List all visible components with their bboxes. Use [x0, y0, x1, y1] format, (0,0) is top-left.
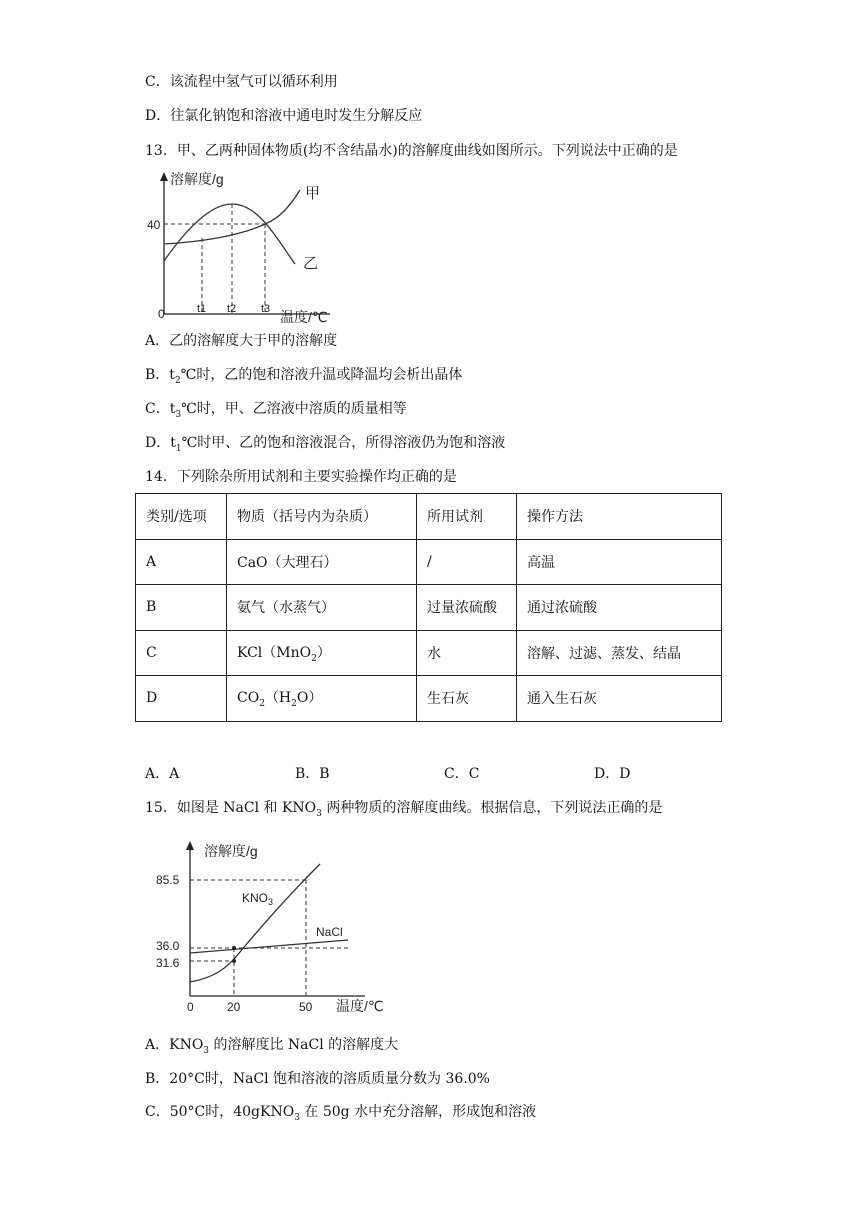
q13-solubility-graph — [140, 166, 340, 326]
q14-choice-a: A．A — [145, 766, 180, 782]
header-cell: 类别/选项 — [136, 494, 227, 540]
header-cell: 物质（括号内为杂质） — [227, 494, 417, 540]
q15-xlabel: 温度/℃ — [336, 998, 384, 1014]
table-cell: A — [136, 539, 227, 585]
q15-solubility-graph — [150, 836, 400, 1018]
table-row — [136, 585, 722, 631]
q13-ylabel: 溶解度/g — [170, 171, 224, 187]
q14-choice-d: D．D — [594, 766, 631, 782]
table-cell: 通过浓硫酸 — [517, 585, 722, 631]
q15-point-kno3-20 — [232, 959, 236, 963]
table-cell: / — [417, 539, 517, 585]
q13-label-jia: 甲 — [305, 185, 321, 202]
q13-xtick-t2: t2 — [227, 303, 237, 315]
q13-origin: 0 — [158, 307, 165, 321]
table-cell: $CO_2(H_2O)$ — [227, 676, 417, 722]
table-cell: CaO（大理石） — [227, 539, 417, 585]
q13-xlabel: 温度/℃ — [280, 309, 328, 325]
q15-xtick-50: 50 — [299, 1000, 313, 1014]
q13-xtick-t3: t3 — [261, 303, 271, 315]
table-cell: KCl（MnO$_2$） — [227, 630, 417, 676]
q15-ylabel: 溶解度/g — [204, 843, 258, 859]
table-cell: 通入生石灰 — [517, 676, 722, 722]
table-cell: 溶解、过滤、蒸发、结晶 — [517, 630, 722, 676]
q13-ytick-40: 40 — [147, 218, 161, 232]
q14-table — [135, 493, 722, 722]
table-cell: D — [136, 676, 227, 722]
q15-point-nacl-20 — [232, 946, 236, 950]
q12-option-d: D．往氯化钠饱和溶液中通电时发生分解反应 — [145, 108, 423, 124]
q14-stem: 14．下列除杂所用试剂和主要实验操作均正确的是 — [145, 469, 457, 485]
table-cell: 过量浓硫酸 — [417, 585, 517, 631]
q15-curve-nacl — [190, 940, 348, 953]
q13-curve-yi — [164, 204, 295, 264]
q15-label-kno3: $KNO_3$ — [242, 891, 274, 907]
q14-choice-b: B．B — [295, 766, 330, 782]
q13-option-b: B．$t_2℃$时，乙的饱和溶液升温或降温均会析出晶体 — [145, 367, 463, 386]
table-cell: B — [136, 585, 227, 631]
q15-ytick-31-6: 31.6 — [156, 956, 180, 970]
q15-xtick-20: 20 — [227, 1000, 241, 1014]
q15-xtick-0: 0 — [187, 1000, 194, 1014]
header-cell: 操作方法 — [517, 494, 722, 540]
q15-option-a: A．$KNO_3$ 的溶解度比 NaCl 的溶解度大 — [145, 1037, 399, 1056]
table-row — [136, 676, 722, 722]
q13-stem: 13．甲、乙两种固体物质(均不含结晶水)的溶解度曲线如图所示。下列说法中正确的是 — [145, 143, 678, 159]
q15-curve-kno3 — [190, 864, 320, 982]
table-header-row — [136, 494, 722, 540]
q12-option-c: C．该流程中氢气可以循环利用 — [145, 74, 338, 90]
table-cell: 生石灰 — [417, 676, 517, 722]
q15-label-nacl: NaCl — [316, 925, 343, 939]
q15-ytick-85-5: 85.5 — [156, 873, 180, 887]
q15-option-c: C．50°C时，40gKNO$_3$ 在 50g 水中充分溶解，形成饱和溶液 — [145, 1104, 537, 1123]
q13-option-c: C．$t_3℃$时，甲、乙溶液中溶质的质量相等 — [145, 401, 407, 420]
table-cell: 高温 — [517, 539, 722, 585]
q13-xtick-t1: t1 — [197, 303, 207, 315]
q13-label-yi: 乙 — [303, 255, 319, 272]
table-cell: C — [136, 630, 227, 676]
q14-choice-c: C．C — [444, 766, 480, 782]
table-row — [136, 630, 722, 676]
header-cell: 所用试剂 — [417, 494, 517, 540]
q15-stem: 15．如图是 NaCl 和 $KNO_3$ 两种物质的溶解度曲线。根据信息，下列说法正确的是 — [145, 800, 663, 819]
q15-ytick-36-0: 36.0 — [156, 939, 180, 953]
q15-option-b: B．20°C时，NaCl 饱和溶液的溶质质量分数为 36.0% — [145, 1071, 490, 1087]
table-row — [136, 539, 722, 585]
table-cell: 水 — [417, 630, 517, 676]
table-cell: 氨气（水蒸气） — [227, 585, 417, 631]
q13-option-d: D．$t_1℃$时甲、乙的饱和溶液混合，所得溶液仍为饱和溶液 — [145, 435, 506, 454]
q13-option-a: A．乙的溶解度大于甲的溶解度 — [145, 333, 338, 349]
